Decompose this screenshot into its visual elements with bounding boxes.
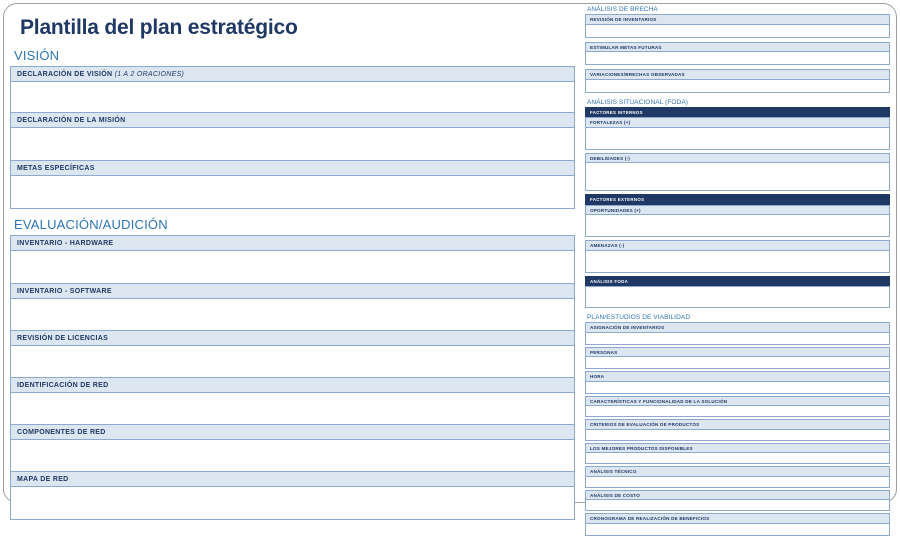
left-column	[10, 8, 575, 520]
field-label: COMPONENTES DE RED	[11, 425, 574, 440]
field-input-area[interactable]	[11, 440, 574, 471]
field-analisis-foda	[585, 286, 890, 308]
field-label: INVENTARIO - HARDWARE	[11, 236, 574, 251]
field-metas-especificas	[10, 161, 575, 209]
field-input-area[interactable]	[585, 251, 890, 273]
field-cronograma-beneficios	[585, 513, 890, 536]
section-vision-table	[10, 66, 575, 209]
field-personas	[585, 347, 890, 370]
field-input-area[interactable]	[585, 286, 890, 308]
field-declaracion-vision	[10, 66, 575, 113]
field-input-area[interactable]	[11, 299, 574, 330]
field-inventario-hardware	[10, 235, 575, 284]
field-label: DEBILIDADES (-)	[585, 153, 890, 164]
field-label: ASIGNACIÓN DE INVENTARIOS	[585, 322, 890, 333]
field-label: ANÁLISIS DE COSTO	[585, 490, 890, 501]
field-input-area[interactable]	[585, 500, 890, 511]
field-label: INVENTARIO - SOFTWARE	[11, 284, 574, 299]
field-input-area[interactable]	[11, 487, 574, 519]
field-input-area[interactable]	[11, 82, 574, 112]
field-variaciones-brechas	[585, 69, 890, 93]
page-title: Plantilla del plan estratégico	[20, 16, 298, 39]
field-label: IDENTIFICACIÓN DE RED	[11, 378, 574, 393]
field-label: ANÁLISIS TÉCNICO	[585, 466, 890, 477]
field-revision-licencias	[10, 331, 575, 378]
field-input-area[interactable]	[585, 524, 890, 536]
field-label	[11, 67, 574, 82]
field-input-area[interactable]	[585, 215, 890, 237]
section-heading-analisis-brecha: ANÁLISIS DE BRECHA	[587, 6, 658, 13]
subsection-bar-factores-internos: FACTORES INTERNOS	[585, 107, 890, 118]
section-heading-plan-viabilidad: PLAN/ESTUDIOS DE VIABILIDAD	[587, 314, 691, 321]
field-label: HORA	[585, 371, 890, 382]
field-input-area[interactable]	[585, 430, 890, 441]
field-label: AMENAZAS (-)	[585, 240, 890, 251]
section-heading-analisis-situacional: ANÁLISIS SITUACIONAL (FODA)	[587, 98, 689, 106]
field-input-area[interactable]	[11, 176, 574, 208]
right-column	[585, 6, 890, 536]
field-label: PERSONAS	[585, 347, 890, 358]
field-input-area[interactable]	[585, 382, 890, 394]
field-label: CRITERIOS DE EVALUACIÓN DE PRODUCTOS	[585, 419, 890, 430]
field-input-area[interactable]	[11, 346, 574, 377]
field-input-area[interactable]	[585, 477, 890, 488]
field-label: CARACTERÍSTICAS Y FUNCIONALIDAD DE LA SOLUCIÓN	[585, 396, 890, 407]
field-input-area[interactable]	[585, 52, 890, 65]
field-label: FORTALEZAS (+)	[585, 117, 890, 128]
section-heading-evaluacion: EVALUACIÓN/AUDICIÓN	[14, 217, 168, 232]
field-label: REVISIÓN DE INVENTARIOS	[585, 14, 890, 25]
field-label: MAPA DE RED	[11, 472, 574, 487]
field-inventario-software	[10, 284, 575, 331]
section-evaluacion-table	[10, 235, 575, 520]
field-identificacion-red	[10, 378, 575, 425]
field-mejores-productos	[585, 443, 890, 465]
field-label: METAS ESPECÍFICAS	[11, 161, 574, 176]
field-revision-inventarios	[585, 14, 890, 38]
field-analisis-costo	[585, 490, 890, 512]
field-mapa-red	[10, 472, 575, 520]
field-label: OPORTUNIDADES (+)	[585, 205, 890, 216]
field-label-text: DECLARACIÓN DE VISIÓN	[17, 71, 113, 78]
field-asignacion-inventarios	[585, 322, 890, 345]
field-hora	[585, 371, 890, 394]
field-fortalezas	[585, 117, 890, 150]
field-input-area[interactable]	[585, 453, 890, 464]
field-input-area[interactable]	[585, 25, 890, 38]
field-criterios-evaluacion-productos	[585, 419, 890, 441]
field-input-area[interactable]	[585, 80, 890, 93]
field-componentes-red	[10, 425, 575, 472]
field-oportunidades	[585, 205, 890, 238]
field-caracteristicas-funcionalidad	[585, 396, 890, 418]
field-estimular-metas-futuras	[585, 42, 890, 66]
field-input-area[interactable]	[585, 406, 890, 417]
field-input-area[interactable]	[585, 357, 890, 369]
field-input-area[interactable]	[11, 128, 574, 160]
field-label: REVISIÓN DE LICENCIAS	[11, 331, 574, 346]
field-label: ESTIMULAR METAS FUTURAS	[585, 42, 890, 53]
subsection-bar-factores-externos: FACTORES EXTERNOS	[585, 194, 890, 205]
field-input-area[interactable]	[11, 393, 574, 424]
field-input-area[interactable]	[585, 163, 890, 191]
field-input-area[interactable]	[585, 333, 890, 345]
field-label: VARIACIONES/BRECHAS OBSERVADAS	[585, 69, 890, 80]
field-label-note: (1 A 2 ORACIONES)	[114, 71, 185, 78]
field-label: LOS MEJORES PRODUCTOS DISPONIBLES	[585, 443, 890, 454]
field-debilidades	[585, 153, 890, 192]
field-label: CRONOGRAMA DE REALIZACIÓN DE BENEFICIOS	[585, 513, 890, 524]
field-input-area[interactable]	[11, 251, 574, 283]
subsection-bar-analisis-foda: ANÁLISIS FODA	[585, 276, 890, 287]
field-amenazas	[585, 240, 890, 273]
section-heading-vision: VISIÓN	[14, 48, 60, 63]
field-declaracion-mision	[10, 113, 575, 161]
field-input-area[interactable]	[585, 128, 890, 150]
field-analisis-tecnico	[585, 466, 890, 488]
field-label: DECLARACIÓN DE LA MISIÓN	[11, 113, 574, 128]
